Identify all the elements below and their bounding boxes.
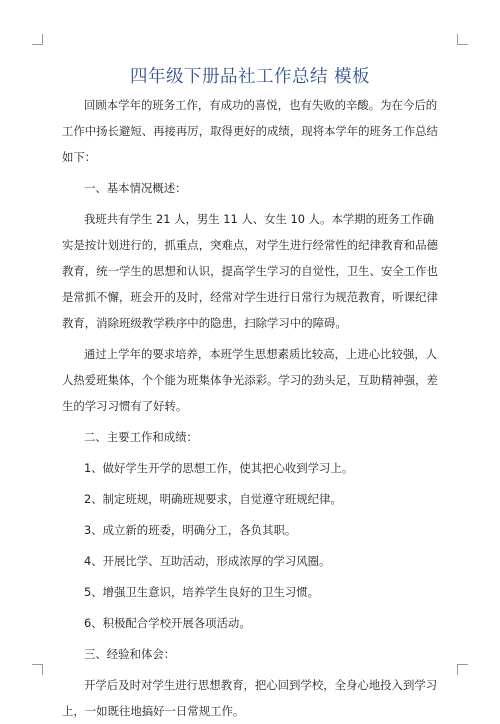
body-paragraph: 我班共有学生 21 人，男生 11 人、女生 10 人。本学期的班务工作确实是按计划进行的，抓重点，突难点，对学生进行经常性的纪律教育和品德教育，统一学生的思想和认识，提高学生学习的自觉性，卫生、安全工作也是常抓不懈，班会开的及时，经常对学生进行日常行为规范教育，听课纪律教育，消除班级教学秩序中的隐患，扫除学习中的障碍。 xyxy=(62,212,438,330)
list-item: 1、做好学生开学的思想工作，使其把心收到学习上。 xyxy=(84,461,354,475)
section-heading-1: 一、基本情况概述： xyxy=(84,181,187,195)
section-heading-3: 三、经验和体会： xyxy=(84,647,176,661)
list-item: 4、开展比学、互助活动，形成浓厚的学习风圈。 xyxy=(84,554,331,568)
list-item: 5、增强卫生意识，培养学生良好的卫生习惯。 xyxy=(84,585,320,599)
page-corner-mark-bottom-right xyxy=(457,664,468,675)
body-paragraph: 通过上学年的要求培养，本班学生思想素质比较高，上进心比较强，人人热爱班集体，个个能为班集体争光添彩。学习的劲头足，互助精神强，差生的学习习惯有了好转。 xyxy=(62,347,438,413)
page-corner-mark-bottom-left xyxy=(32,664,43,675)
body-paragraph: 开学后及时对学生进行思想教育，把心回到学校，全身心地投入到学习上，一如既往地搞好一日常规工作。 xyxy=(62,678,438,718)
document-body xyxy=(62,92,442,724)
section-heading-2: 二、主要工作和成绩： xyxy=(84,430,198,444)
list-item: 6、积极配合学校开展各项活动。 xyxy=(84,616,251,630)
intro-paragraph: 回顾本学年的班务工作，有成功的喜悦，也有失败的辛酸。为在今后的工作中扬长避短、再接再厉，取得更好的成绩，现将本学年的班务工作总结如下： xyxy=(62,98,438,164)
page-corner-mark-top-left xyxy=(32,34,43,45)
document-title: 四年级下册品社工作总结 模板 xyxy=(129,67,371,87)
list-item: 2、制定班规，明确班规要求，自觉遵守班规纪律。 xyxy=(84,492,342,506)
list-item: 3、成立新的班委，明确分工，各负其职。 xyxy=(84,523,297,537)
page-corner-mark-top-right xyxy=(457,34,468,45)
